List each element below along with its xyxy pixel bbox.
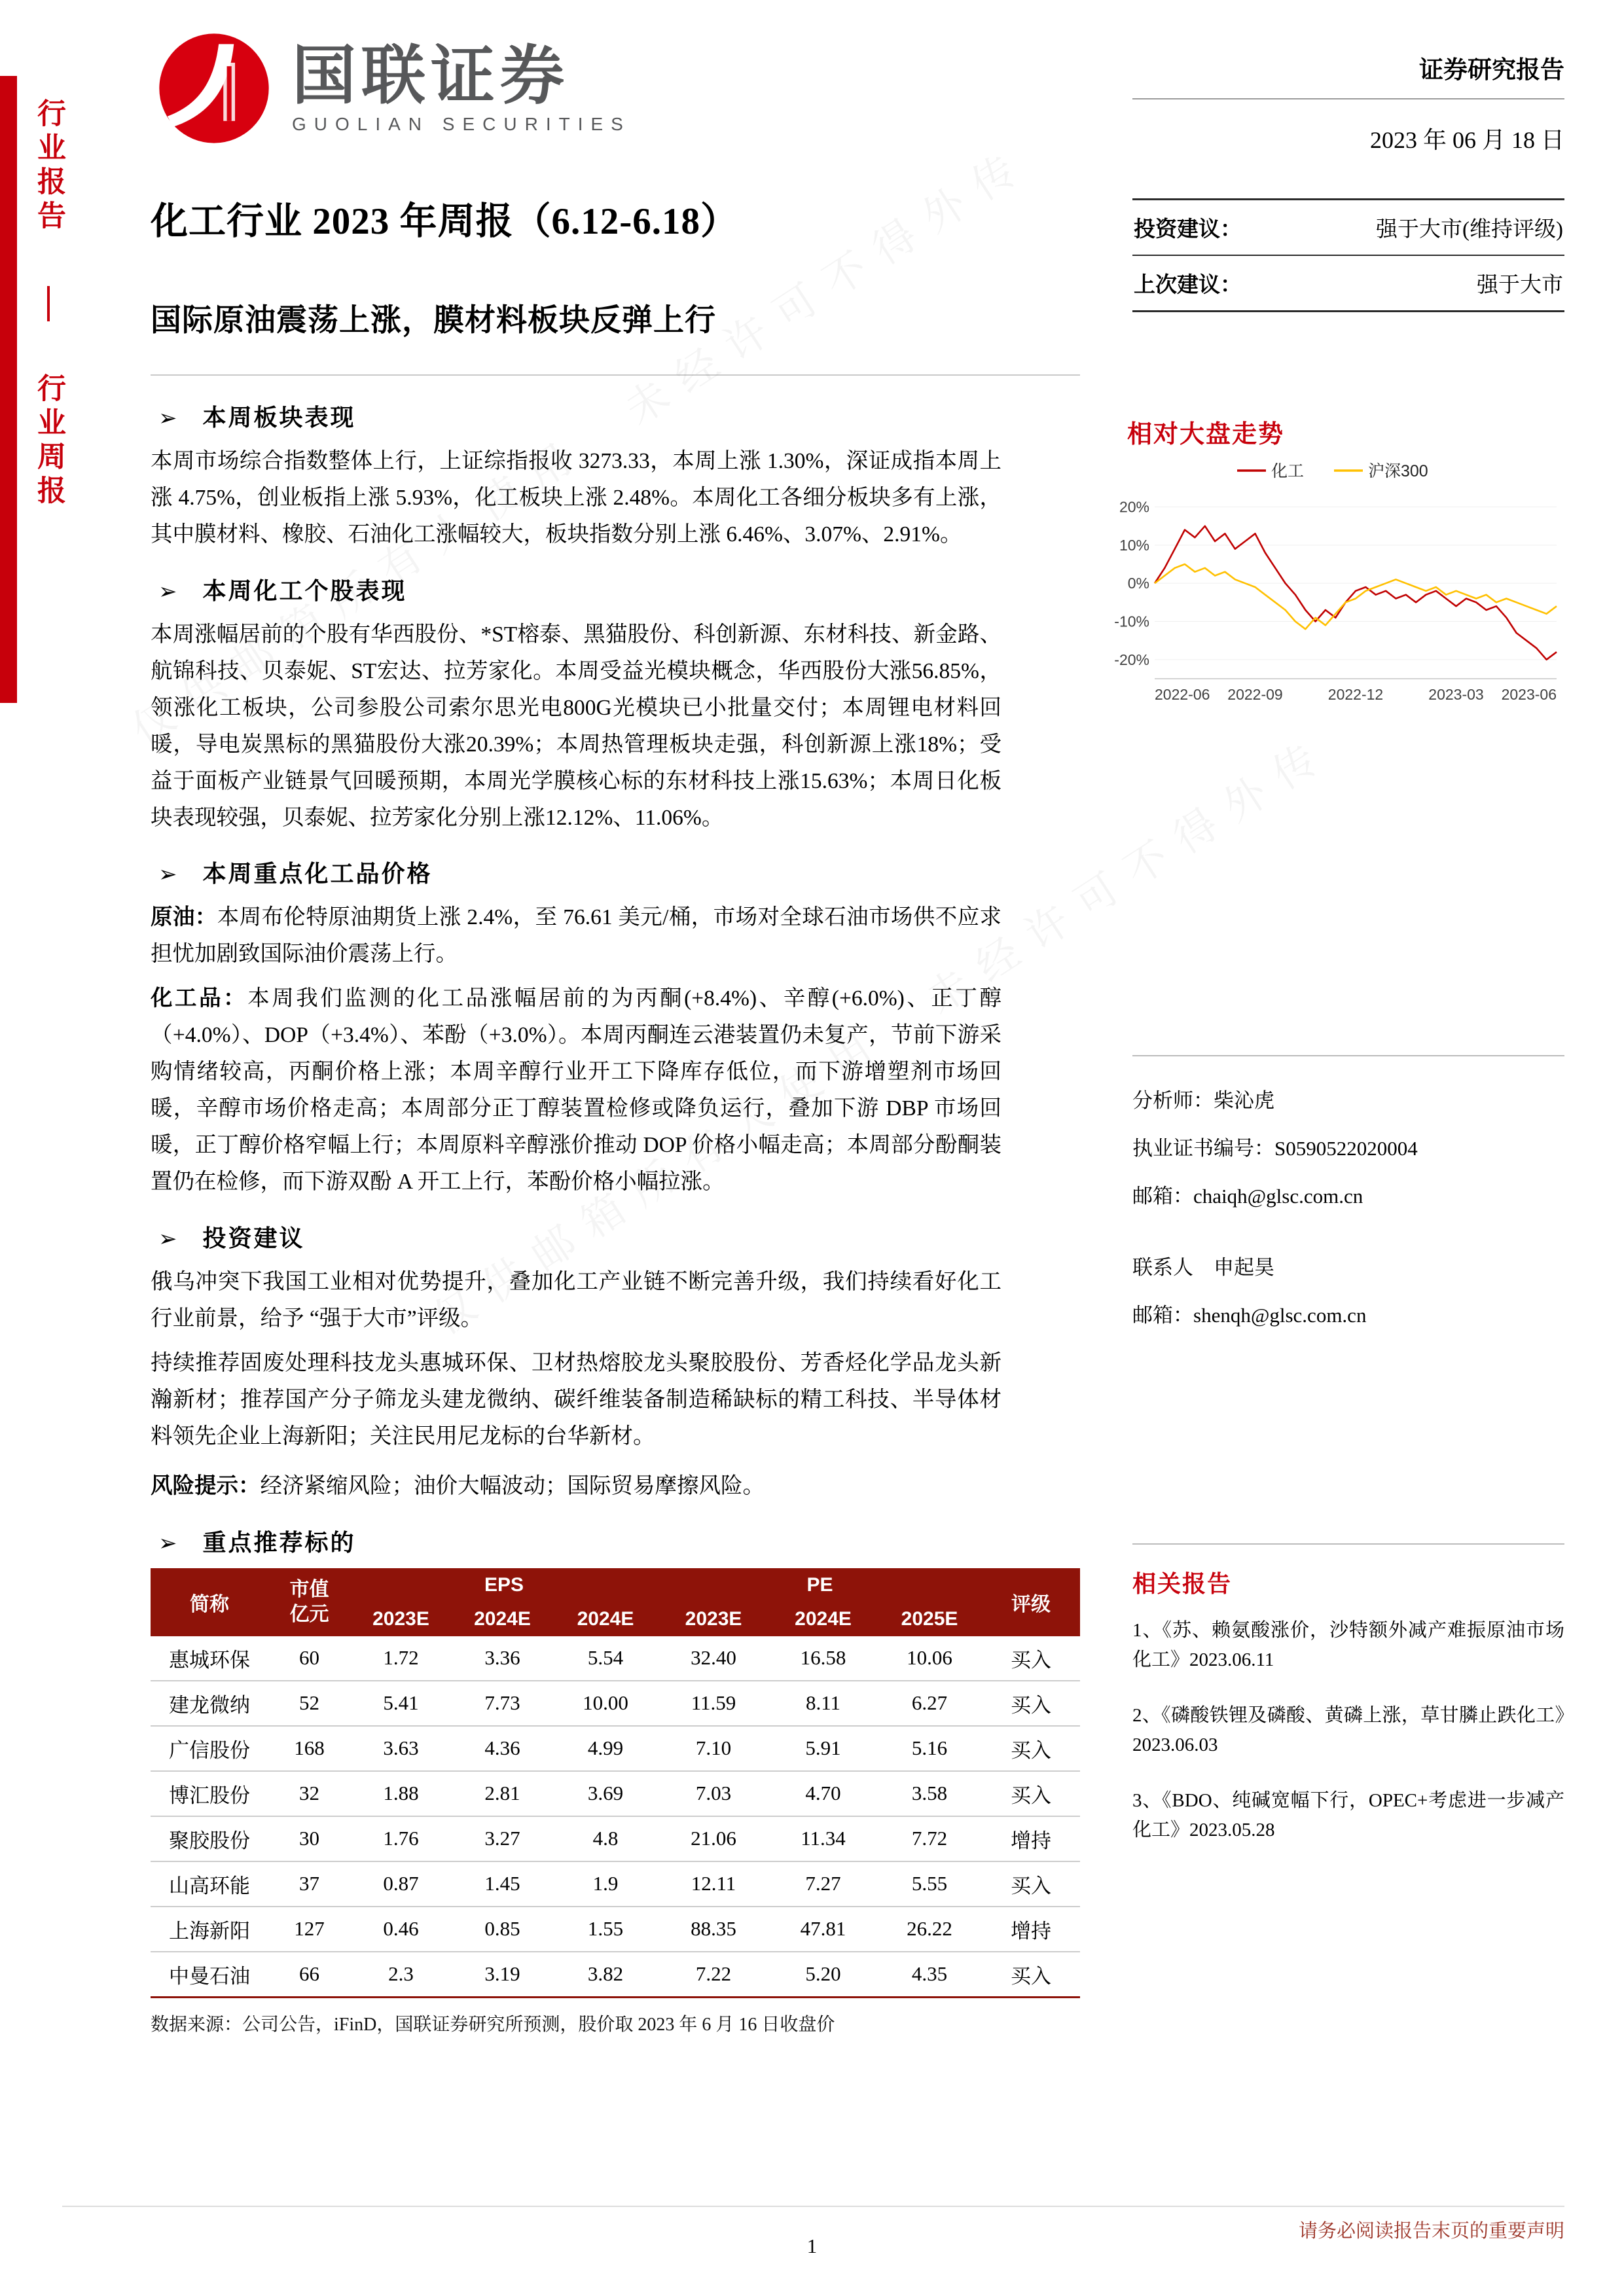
table-cell: 47.81 (769, 1907, 877, 1952)
risk-warning-text: 经济紧缩风险；油价大幅波动；国际贸易摩擦风险。 (260, 1473, 765, 1498)
table-cell: 66 (268, 1952, 350, 1998)
paragraph-investment-advice-1: 俄乌冲突下我国工业相对优势提升，叠加化工产业链不断完善升级，我们持续看好化工行业前景，给予 “强于大市”评级。 (151, 1269, 1001, 1331)
table-row (151, 1861, 1080, 1907)
section-heading-board-performance (151, 399, 1080, 433)
stock-name-cell: 惠城环保 (151, 1636, 268, 1681)
col-group-eps: EPS (350, 1568, 658, 1602)
analyst-info (1132, 1055, 1564, 1346)
footer-divider (62, 2206, 1564, 2207)
col-group-pe: PE (658, 1568, 982, 1602)
table-cell: 4.70 (769, 1771, 877, 1816)
col-header-mktcap (268, 1568, 350, 1636)
rating-cell: 买入 (982, 1861, 1080, 1907)
arrow-bullet-icon: ➢ (158, 406, 179, 431)
section-heading-text: 重点推荐标的 (202, 1528, 356, 1556)
col-header-mktcap-line2: 亿元 (289, 1603, 329, 1625)
svg-text:0%: 0% (1127, 575, 1149, 592)
table-cell: 5.16 (877, 1726, 982, 1771)
arrow-bullet-icon: ➢ (158, 579, 179, 604)
table-cell: 5.41 (350, 1681, 452, 1726)
table-cell: 5.55 (877, 1861, 982, 1907)
table-row (151, 1726, 1080, 1771)
table-cell: 1.88 (350, 1771, 452, 1816)
table-cell: 30 (268, 1816, 350, 1861)
table-cell: 21.06 (658, 1816, 769, 1861)
stock-name-cell: 建龙微纳 (151, 1681, 268, 1726)
page-number: 1 (806, 2234, 818, 2257)
table-row (151, 1681, 1080, 1726)
relative-performance-chart (1113, 454, 1571, 719)
svg-text:20%: 20% (1119, 498, 1149, 516)
table-cell: 2.81 (452, 1771, 553, 1816)
table-cell: 0.85 (452, 1907, 553, 1952)
section-heading-stock-performance (151, 573, 1080, 606)
table-cell: 7.22 (658, 1952, 769, 1998)
svg-text:-10%: -10% (1114, 613, 1149, 630)
rating-label: 投资建议： (1134, 217, 1242, 241)
sidebar-separator (47, 286, 50, 321)
table-cell: 7.10 (658, 1726, 769, 1771)
table-cell: 5.91 (769, 1726, 877, 1771)
analyst-certificate: 执业证书编号：S0590522020004 (1132, 1137, 1418, 1160)
table-row (151, 1636, 1080, 1681)
chemical-products-text: 本周我们监测的化工品涨幅居前的为丙酮(+8.4%)、辛醇(+6.0%)、正丁醇（+4.0%）、DOP（+3.4%）、苯酚（+3.0%）。本周丙酮连云港装置仍未复产，节前下游采购情绪较高，丙酮价格上涨；本周辛醇行业开工下降库存低位，而下游增塑剂市场回暖，辛醇市场价格走高；本周部分正丁醇装置检修或降负运行，叠加下游 DBP 市场回暖，正丁醇价格窄幅上行；本周原料辛醇涨价推动 DOP 价格小幅走高；本周部分酚酮装置仍在检修，而下游双酚 A 开工上行，苯酚价格小幅拉涨。 (151, 986, 1001, 1194)
section-heading-investment-advice (151, 1220, 1080, 1253)
guolian-logo-icon (156, 30, 272, 147)
table-cell: 3.58 (877, 1771, 982, 1816)
svg-text:-20%: -20% (1114, 651, 1149, 668)
table-cell: 4.35 (877, 1952, 982, 1998)
footer-disclaimer: 请务必阅读报告末页的重要声明 (1298, 2221, 1564, 2242)
table-row (151, 1816, 1080, 1861)
col-header-pe-year: 2023E (658, 1602, 769, 1636)
table-cell: 1.45 (452, 1861, 553, 1907)
svg-text:10%: 10% (1119, 536, 1149, 554)
rating-value: 强于大市(维持评级) (1376, 218, 1563, 242)
logo-name-cn: 国联证券 (292, 39, 570, 111)
recommended-stocks-table (151, 1568, 1080, 1998)
related-report-item: 2、《磷酸铁锂及磷酸、黄磷上涨，草甘膦止跌化工》2023.06.03 (1132, 1704, 1564, 1755)
svg-text:沪深300: 沪深300 (1368, 462, 1428, 480)
paragraph-crude-oil (151, 899, 1001, 973)
related-reports-heading: 相关报告 (1132, 1570, 1233, 1597)
section-heading-text: 投资建议 (202, 1224, 305, 1251)
table-cell: 6.27 (877, 1681, 982, 1726)
header-divider (1132, 98, 1564, 99)
paragraph-chemical-products (151, 980, 1001, 1200)
rating-box (1132, 198, 1564, 312)
paragraph-investment-advice-2: 持续推荐固废处理科技龙头惠城环保、卫材热熔胶龙头聚胶股份、芳香烃化学品龙头新瀚新材；推荐国产分子筛龙头建龙微纳、碳纤维装备制造稀缺标的精工科技、半导体材料领先企业上海新阳；关注民用尼龙标的台华新材。 (151, 1350, 1001, 1448)
table-cell: 60 (268, 1636, 350, 1681)
report-type-label: 证券研究报告 (1419, 57, 1564, 84)
table-cell: 5.54 (553, 1636, 658, 1681)
report-date: 2023 年 06 月 18 日 (1369, 127, 1564, 153)
table-cell: 11.59 (658, 1681, 769, 1726)
sidebar-report-type-label: 行业报告 (33, 98, 65, 234)
stock-name-cell: 上海新阳 (151, 1907, 268, 1952)
svg-text:2022-12: 2022-12 (1327, 686, 1384, 703)
rating-cell: 增持 (982, 1816, 1080, 1861)
table-cell: 7.72 (877, 1816, 982, 1861)
chart-title: 相对大盘走势 (1127, 421, 1285, 448)
stock-name-cell: 中曼石油 (151, 1952, 268, 1998)
paragraph-board-performance: 本周市场综合指数整体上行，上证综指报收 3273.33，本周上涨 1.30%，深证成指本周上涨 4.75%，创业板指上涨 5.93%，化工板块上涨 2.48%。本周化工各细分板块多有上涨，其中膜材料、橡胶、石油化工涨幅较大，板块指数分别上涨 6.46%、3.07%、2.91%。 (151, 449, 1001, 547)
svg-text:化工: 化工 (1271, 462, 1305, 480)
table-cell: 3.63 (350, 1726, 452, 1771)
section-heading-text: 本周重点化工品价格 (202, 860, 433, 888)
rating-cell: 买入 (982, 1952, 1080, 1998)
rating-row-previous (1132, 255, 1564, 310)
table-cell: 5.20 (769, 1952, 877, 1998)
table-cell: 3.27 (452, 1816, 553, 1861)
rating-cell: 买入 (982, 1771, 1080, 1816)
table-cell: 168 (268, 1726, 350, 1771)
crude-oil-label: 原油： (151, 905, 217, 930)
col-header-mktcap-line1: 市值 (289, 1579, 329, 1601)
section-heading-recommended-stocks (151, 1524, 1080, 1558)
stock-name-cell: 广信股份 (151, 1726, 268, 1771)
table-cell: 7.73 (452, 1681, 553, 1726)
left-red-bar (0, 76, 17, 703)
rating-cell: 买入 (982, 1681, 1080, 1726)
table-row (151, 1952, 1080, 1998)
rating-cell: 增持 (982, 1907, 1080, 1952)
table-cell: 2.3 (350, 1952, 452, 1998)
col-header-eps-year: 2024E (553, 1602, 658, 1636)
table-cell: 26.22 (877, 1907, 982, 1952)
table-cell: 4.8 (553, 1816, 658, 1861)
table-row (151, 1771, 1080, 1816)
stock-table-body (151, 1636, 1080, 1998)
table-cell: 7.03 (658, 1771, 769, 1816)
table-row (151, 1907, 1080, 1952)
table-cell: 0.87 (350, 1861, 452, 1907)
contact-email: 邮箱：shenqh@glsc.com.cn (1132, 1304, 1367, 1327)
report-title: 化工行业 2023 年周报（6.12-6.18） (151, 201, 738, 242)
main-content (151, 393, 1080, 2036)
table-cell: 11.34 (769, 1816, 877, 1861)
table-cell: 52 (268, 1681, 350, 1726)
analyst-email: 邮箱：chaiqh@glsc.com.cn (1132, 1185, 1363, 1208)
company-logo (156, 30, 631, 147)
table-cell: 10.00 (553, 1681, 658, 1726)
table-cell: 16.58 (769, 1636, 877, 1681)
svg-text:2022-09: 2022-09 (1227, 686, 1283, 703)
table-cell: 1.72 (350, 1636, 452, 1681)
related-report-item: 1、《苏、赖氨酸涨价，沙特额外减产难振原油市场化工》2023.06.11 (1132, 1620, 1564, 1670)
analyst-name: 分析师：柴沁虎 (1132, 1089, 1274, 1112)
section-heading-chemical-prices (151, 855, 1080, 889)
col-header-pe-year: 2025E (877, 1602, 982, 1636)
col-header-rating: 评级 (982, 1568, 1080, 1636)
table-cell: 1.76 (350, 1816, 452, 1861)
table-cell: 12.11 (658, 1861, 769, 1907)
subtitle-divider (151, 374, 1080, 376)
arrow-bullet-icon: ➢ (158, 862, 179, 888)
table-cell: 3.19 (452, 1952, 553, 1998)
table-cell: 127 (268, 1907, 350, 1952)
chart-block (1113, 414, 1571, 719)
data-source-note: 数据来源：公司公告，iFinD，国联证券研究所预测，股价取 2023 年 6 月 16 日收盘价 (151, 2014, 835, 2035)
table-cell: 32 (268, 1771, 350, 1816)
table-cell: 3.36 (452, 1636, 553, 1681)
svg-text:2023-03: 2023-03 (1428, 686, 1484, 703)
col-header-eps-year: 2024E (452, 1602, 553, 1636)
sidebar-category (27, 98, 69, 509)
table-cell: 1.55 (553, 1907, 658, 1952)
table-cell: 4.36 (452, 1726, 553, 1771)
related-reports (1132, 1543, 1564, 1871)
logo-name-en: GUOLIAN SECURITIES (292, 114, 631, 135)
table-cell: 37 (268, 1861, 350, 1907)
table-cell: 1.9 (553, 1861, 658, 1907)
risk-warning-label: 风险提示： (151, 1473, 261, 1498)
crude-oil-text: 本周布伦特原油期货上涨 2.4%，至 76.61 美元/桶，市场对全球石油市场供不应求担忧加剧致国际油价震荡上行。 (151, 905, 1002, 967)
paragraph-risk-warning (151, 1468, 1001, 1505)
prev-rating-value: 强于大市 (1477, 274, 1563, 297)
table-cell: 3.69 (553, 1771, 658, 1816)
section-heading-text: 本周板块表现 (202, 404, 356, 431)
rating-row-current (1132, 200, 1564, 255)
report-subtitle: 国际原油震荡上涨，膜材料板块反弹上行 (151, 304, 716, 338)
col-header-name: 简称 (151, 1568, 268, 1636)
table-cell: 3.82 (553, 1952, 658, 1998)
table-cell: 8.11 (769, 1681, 877, 1726)
stock-name-cell: 聚胶股份 (151, 1816, 268, 1861)
arrow-bullet-icon: ➢ (158, 1226, 179, 1251)
rating-cell: 买入 (982, 1726, 1080, 1771)
related-report-item: 3、《BDO、纯碱宽幅下行，OPEC+考虑进一步减产化工》2023.05.28 (1132, 1789, 1564, 1840)
table-cell: 0.46 (350, 1907, 452, 1952)
table-cell: 10.06 (877, 1636, 982, 1681)
stock-name-cell: 山高环能 (151, 1861, 268, 1907)
contact-name: 联系人 申起昊 (1132, 1256, 1274, 1279)
table-cell: 88.35 (658, 1907, 769, 1952)
sidebar-period-label: 行业周报 (33, 373, 65, 509)
stock-name-cell: 博汇股份 (151, 1771, 268, 1816)
col-header-eps-year: 2023E (350, 1602, 452, 1636)
chart-svg (1113, 454, 1571, 715)
chemical-products-label: 化工品： (151, 986, 248, 1011)
rating-cell: 买入 (982, 1636, 1080, 1681)
table-cell: 7.27 (769, 1861, 877, 1907)
table-cell: 32.40 (658, 1636, 769, 1681)
arrow-bullet-icon: ➢ (158, 1530, 179, 1556)
section-heading-text: 本周化工个股表现 (202, 577, 407, 604)
table-cell: 4.99 (553, 1726, 658, 1771)
col-header-pe-year: 2024E (769, 1602, 877, 1636)
svg-text:2023-06: 2023-06 (1501, 686, 1557, 703)
paragraph-stock-performance: 本周涨幅居前的个股有华西股份、*ST榕泰、黑猫股份、科创新源、东材科技、新金路、航锦科技、贝泰妮、ST宏达、拉芳家化。本周受益光模块概念，华西股份大涨56.85%，领涨化工板块，公司参股公司索尔思光电800G光模块已小批量交付；本周锂电材料回暖，导电炭黑标的黑猫股份大涨20.39%；本周热管理板块走强，科创新源上涨18%；受益于面板产业链景气回暖预期，本周光学膜核心标的东材科技上涨15.63%；本周日化板块表现较强，贝泰妮、拉芳家化分别上涨12.12%、11.06%。 (151, 622, 1001, 830)
related-list (1132, 1616, 1564, 1845)
prev-rating-label: 上次建议： (1134, 272, 1242, 296)
svg-text:2022-06: 2022-06 (1155, 686, 1210, 703)
